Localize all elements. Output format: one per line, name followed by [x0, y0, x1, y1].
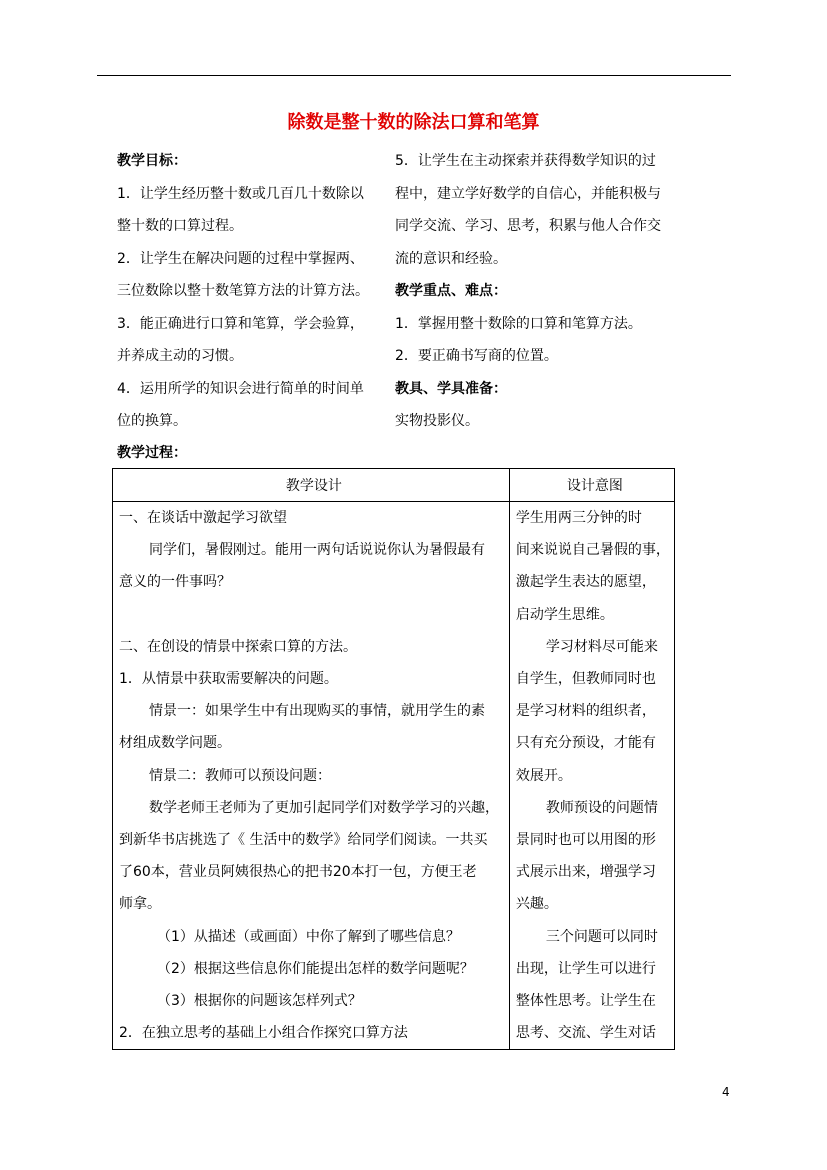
- design-line: 师拿。: [119, 896, 161, 913]
- table-header-design: 教学设计: [113, 469, 510, 502]
- intent-line: 整体性思考。让学生在: [515, 993, 656, 1010]
- intent-line: 学习材料尽可能来: [545, 638, 658, 655]
- process-heading: 教学过程：: [117, 445, 187, 461]
- key-points-heading: 教学重点、难点：: [395, 283, 507, 299]
- intent-cell: [509, 502, 674, 1050]
- objective-line: 5．让学生在主动探索并获得数学知识的过: [395, 153, 656, 169]
- intent-line: 三个问题可以同时: [545, 928, 658, 945]
- intent-line: 效展开。: [515, 767, 572, 784]
- objective-line: 4．运用所学的知识会进行简单的时间单: [117, 380, 364, 397]
- page-number: 4: [722, 1085, 730, 1099]
- objective-line: 同学交流、学习、思考，积累与他人合作交: [395, 218, 661, 234]
- objective-line: 整十数的口算过程。: [117, 218, 243, 234]
- design-line: 材组成数学问题。: [119, 735, 231, 752]
- key-point-line: 2．要正确书写商的位置。: [395, 348, 558, 364]
- intent-line: 自学生，但教师同时也: [515, 671, 656, 688]
- intent-line: 思考、交流、学生对话: [515, 1025, 656, 1042]
- design-line: （1）从描述（或画面）中你了解到了哪些信息？: [157, 928, 460, 945]
- materials-heading: 教具、学具准备：: [395, 380, 507, 397]
- design-line: 情景二：教师可以预设问题：: [149, 767, 331, 784]
- intent-line: 启动学生思维。: [515, 606, 614, 623]
- key-point-line: 1．掌握用整十数除的口算和笔算方法。: [395, 315, 642, 332]
- intent-line: 间来说说自己暑假的事，: [515, 542, 670, 559]
- materials-line: 实物投影仪。: [395, 413, 479, 429]
- design-line: 到新华书店挑选了《 生活中的数学》给同学们阅读。一共买: [119, 832, 488, 849]
- intent-line: 激起学生表达的愿望，: [515, 574, 656, 591]
- intent-line: 景同时也可以用图的形: [515, 832, 656, 849]
- right-column: [395, 145, 685, 438]
- intent-line: 式展示出来，增强学习: [515, 864, 656, 881]
- design-line: 同学们，暑假刚过。能用一两句话说说你认为暑假最有: [149, 542, 485, 559]
- table-header-intent: 设计意图: [509, 469, 674, 502]
- intent-line: 出现，让学生可以进行: [515, 960, 656, 977]
- objectives-heading: 教学目标：: [117, 153, 187, 169]
- design-line: 情景一：如果学生中有出现购买的事情，就用学生的素: [149, 703, 485, 720]
- objective-line: 流的意识和经验。: [395, 250, 507, 267]
- intent-line: 是学习材料的组织者，: [515, 703, 656, 720]
- objective-line: 三位数除以整十数笔算方法的计算方法。: [117, 283, 369, 299]
- design-line: 数学老师王老师为了更加引起同学们对数学学习的兴趣，: [149, 799, 499, 816]
- design-line: 了60本，营业员阿姨很热心的把书20本打一包，方便王老: [119, 864, 477, 881]
- lesson-table: [112, 468, 675, 1050]
- design-line: （3）根据你的问题该怎样列式？: [157, 993, 362, 1010]
- intent-line: 只有充分预设，才能有: [515, 735, 656, 752]
- design-line: 1．从情景中获取需要解决的问题。: [119, 671, 338, 687]
- page-title: 除数是整十数的除法口算和笔算: [287, 112, 540, 133]
- objective-line: 1．让学生经历整十数或几百几十数除以: [117, 185, 364, 202]
- objective-line: 位的换算。: [117, 413, 187, 429]
- objective-line: 程中，建立学好数学的自信心，并能积极与: [395, 185, 661, 202]
- design-line: 二、在创设的情景中探索口算的方法。: [119, 638, 357, 655]
- design-line: 2．在独立思考的基础上小组合作探究口算方法: [119, 1025, 408, 1042]
- design-line: 一、在谈话中激起学习欲望: [119, 510, 287, 526]
- design-line: （2）根据这些信息你们能提出怎样的数学问题呢？: [157, 960, 474, 977]
- objective-line: 2．让学生在解决问题的过程中掌握两、: [117, 250, 364, 267]
- left-column: [117, 145, 387, 438]
- objective-line: 并养成主动的习惯。: [117, 348, 243, 364]
- design-line: 意义的一件事吗？: [119, 574, 231, 591]
- intent-line: 兴趣。: [515, 896, 558, 913]
- intent-line: 学生用两三分钟的时: [515, 510, 642, 526]
- design-cell: [113, 502, 510, 1050]
- intent-line: 教师预设的问题情: [545, 799, 658, 816]
- header-rule: [97, 75, 731, 76]
- objective-line: 3．能正确进行口算和笔算，学会验算，: [117, 315, 364, 332]
